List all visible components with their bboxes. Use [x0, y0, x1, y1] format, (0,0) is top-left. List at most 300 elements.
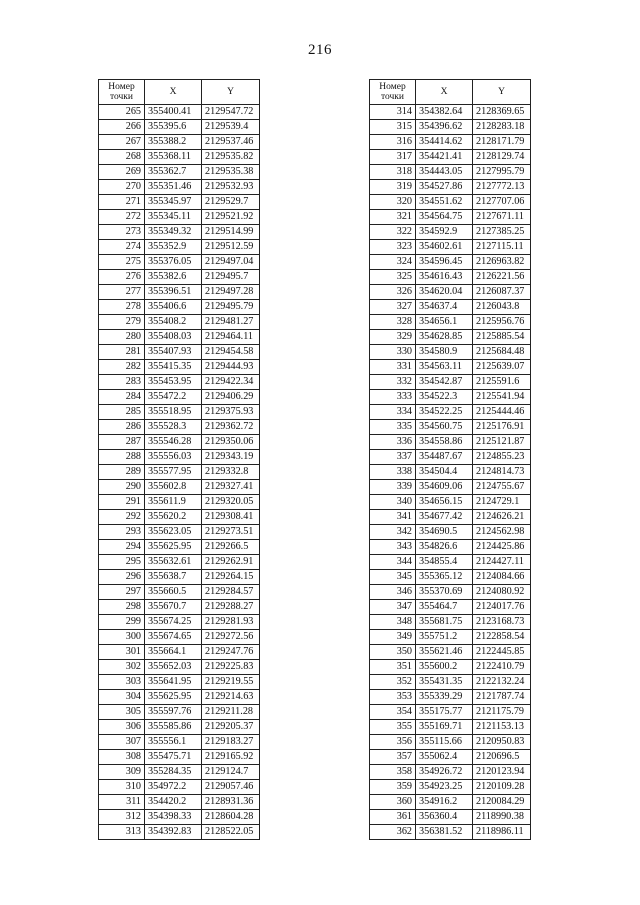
- y-coordinate-cell: 2129211.28: [202, 705, 260, 720]
- point-number-cell: 269: [99, 165, 145, 180]
- y-coordinate-cell: 2125176.91: [473, 420, 531, 435]
- table-row: [99, 180, 260, 195]
- x-coordinate-cell: 355362.7: [145, 165, 202, 180]
- table-row: [370, 195, 531, 210]
- table-body-right: [370, 105, 531, 840]
- point-number-cell: 299: [99, 615, 145, 630]
- y-coordinate-cell: 2127671.11: [473, 210, 531, 225]
- point-number-cell: 343: [370, 540, 416, 555]
- point-number-cell: 324: [370, 255, 416, 270]
- table-row: [370, 255, 531, 270]
- x-coordinate-cell: 354637.4: [416, 300, 473, 315]
- table-row: [99, 570, 260, 585]
- x-coordinate-cell: 355621.46: [416, 645, 473, 660]
- point-number-cell: 358: [370, 765, 416, 780]
- y-coordinate-cell: 2122445.85: [473, 645, 531, 660]
- y-coordinate-cell: 2129327.41: [202, 480, 260, 495]
- point-number-cell: 266: [99, 120, 145, 135]
- point-number-cell: 330: [370, 345, 416, 360]
- table-row: [370, 240, 531, 255]
- table-row: [99, 675, 260, 690]
- y-coordinate-cell: 2128283.18: [473, 120, 531, 135]
- table-row: [370, 750, 531, 765]
- table-row: [370, 270, 531, 285]
- table-row: [370, 525, 531, 540]
- table-row: [370, 150, 531, 165]
- point-number-cell: 270: [99, 180, 145, 195]
- header-point-number: Номер точки: [370, 80, 416, 105]
- table-row: [370, 345, 531, 360]
- point-number-cell: 300: [99, 630, 145, 645]
- table-row: [99, 135, 260, 150]
- table-row: [370, 795, 531, 810]
- point-number-cell: 273: [99, 225, 145, 240]
- table-row: [370, 420, 531, 435]
- table-row: [99, 540, 260, 555]
- y-coordinate-cell: 2126087.37: [473, 285, 531, 300]
- x-coordinate-cell: 354558.86: [416, 435, 473, 450]
- point-number-cell: 290: [99, 480, 145, 495]
- table-row: [99, 315, 260, 330]
- x-coordinate-cell: 354677.42: [416, 510, 473, 525]
- x-coordinate-cell: 355169.71: [416, 720, 473, 735]
- y-coordinate-cell: 2121787.74: [473, 690, 531, 705]
- x-coordinate-cell: 354656.15: [416, 495, 473, 510]
- table-row: [370, 675, 531, 690]
- point-number-cell: 332: [370, 375, 416, 390]
- table-row: [370, 480, 531, 495]
- point-number-cell: 333: [370, 390, 416, 405]
- y-coordinate-cell: 2129454.58: [202, 345, 260, 360]
- x-coordinate-cell: 355345.11: [145, 210, 202, 225]
- x-coordinate-cell: 355625.95: [145, 540, 202, 555]
- table-row: [99, 555, 260, 570]
- y-coordinate-cell: 2129332.8: [202, 465, 260, 480]
- table-row: [99, 360, 260, 375]
- table-row: [99, 105, 260, 120]
- y-coordinate-cell: 2124427.11: [473, 555, 531, 570]
- y-coordinate-cell: 2129521.92: [202, 210, 260, 225]
- point-number-cell: 302: [99, 660, 145, 675]
- point-number-cell: 339: [370, 480, 416, 495]
- x-coordinate-cell: 355395.6: [145, 120, 202, 135]
- point-number-cell: 311: [99, 795, 145, 810]
- y-coordinate-cell: 2129529.7: [202, 195, 260, 210]
- table-row: [99, 600, 260, 615]
- table-row: [370, 645, 531, 660]
- y-coordinate-cell: 2128171.79: [473, 135, 531, 150]
- y-coordinate-cell: 2123168.73: [473, 615, 531, 630]
- x-coordinate-cell: 355611.9: [145, 495, 202, 510]
- point-number-cell: 316: [370, 135, 416, 150]
- y-coordinate-cell: 2125444.46: [473, 405, 531, 420]
- table-row: [99, 435, 260, 450]
- point-number-cell: 280: [99, 330, 145, 345]
- table-row: [99, 480, 260, 495]
- y-coordinate-cell: 2120109.28: [473, 780, 531, 795]
- table-row: [99, 735, 260, 750]
- x-coordinate-cell: 355600.2: [416, 660, 473, 675]
- table-row: [370, 165, 531, 180]
- point-number-cell: 284: [99, 390, 145, 405]
- x-coordinate-cell: 354560.75: [416, 420, 473, 435]
- table-row: [99, 405, 260, 420]
- point-number-cell: 315: [370, 120, 416, 135]
- table-row: [370, 330, 531, 345]
- y-coordinate-cell: 2125591.6: [473, 375, 531, 390]
- y-coordinate-cell: 2122858.54: [473, 630, 531, 645]
- y-coordinate-cell: 2129535.38: [202, 165, 260, 180]
- x-coordinate-cell: 354542.87: [416, 375, 473, 390]
- x-coordinate-cell: 355376.05: [145, 255, 202, 270]
- x-coordinate-cell: 355464.7: [416, 600, 473, 615]
- y-coordinate-cell: 2128369.65: [473, 105, 531, 120]
- point-number-cell: 293: [99, 525, 145, 540]
- y-coordinate-cell: 2129514.99: [202, 225, 260, 240]
- y-coordinate-cell: 2129495.79: [202, 300, 260, 315]
- y-coordinate-cell: 2129535.82: [202, 150, 260, 165]
- table-row: [370, 135, 531, 150]
- y-coordinate-cell: 2129281.93: [202, 615, 260, 630]
- x-coordinate-cell: 355339.29: [416, 690, 473, 705]
- y-coordinate-cell: 2120084.29: [473, 795, 531, 810]
- table-row: [370, 780, 531, 795]
- table-row: [99, 690, 260, 705]
- table-row: [370, 585, 531, 600]
- x-coordinate-cell: 355518.95: [145, 405, 202, 420]
- y-coordinate-cell: 2121175.79: [473, 705, 531, 720]
- point-number-cell: 287: [99, 435, 145, 450]
- point-number-cell: 283: [99, 375, 145, 390]
- y-coordinate-cell: 2125956.76: [473, 315, 531, 330]
- y-coordinate-cell: 2125885.54: [473, 330, 531, 345]
- point-number-cell: 346: [370, 585, 416, 600]
- x-coordinate-cell: 355660.5: [145, 585, 202, 600]
- table-row: [370, 720, 531, 735]
- page-number: 216: [308, 42, 332, 58]
- y-coordinate-cell: 2129497.04: [202, 255, 260, 270]
- x-coordinate-cell: 354926.72: [416, 765, 473, 780]
- y-coordinate-cell: 2129165.92: [202, 750, 260, 765]
- point-number-cell: 334: [370, 405, 416, 420]
- y-coordinate-cell: 2118986.11: [473, 825, 531, 840]
- point-number-cell: 338: [370, 465, 416, 480]
- x-coordinate-cell: 355556.03: [145, 450, 202, 465]
- point-number-cell: 279: [99, 315, 145, 330]
- x-coordinate-cell: 355681.75: [416, 615, 473, 630]
- point-number-cell: 347: [370, 600, 416, 615]
- table-row: [99, 165, 260, 180]
- y-coordinate-cell: 2129308.41: [202, 510, 260, 525]
- point-number-cell: 322: [370, 225, 416, 240]
- x-coordinate-cell: 354522.25: [416, 405, 473, 420]
- x-coordinate-cell: 354420.2: [145, 795, 202, 810]
- x-coordinate-cell: 355115.66: [416, 735, 473, 750]
- table-row: [99, 465, 260, 480]
- point-number-cell: 278: [99, 300, 145, 315]
- point-number-cell: 265: [99, 105, 145, 120]
- y-coordinate-cell: 2129464.11: [202, 330, 260, 345]
- point-number-cell: 344: [370, 555, 416, 570]
- y-coordinate-cell: 2127707.06: [473, 195, 531, 210]
- x-coordinate-cell: 355349.32: [145, 225, 202, 240]
- y-coordinate-cell: 2124814.73: [473, 465, 531, 480]
- point-number-cell: 271: [99, 195, 145, 210]
- point-number-cell: 355: [370, 720, 416, 735]
- table-row: [370, 540, 531, 555]
- table-row: [370, 630, 531, 645]
- y-coordinate-cell: 2120950.83: [473, 735, 531, 750]
- point-number-cell: 362: [370, 825, 416, 840]
- x-coordinate-cell: 354396.62: [416, 120, 473, 135]
- x-coordinate-cell: 354527.86: [416, 180, 473, 195]
- y-coordinate-cell: 2129205.37: [202, 720, 260, 735]
- x-coordinate-cell: 355352.9: [145, 240, 202, 255]
- x-coordinate-cell: 354551.62: [416, 195, 473, 210]
- y-coordinate-cell: 2129375.93: [202, 405, 260, 420]
- table-row: [370, 600, 531, 615]
- x-coordinate-cell: 354616.43: [416, 270, 473, 285]
- x-coordinate-cell: 355528.3: [145, 420, 202, 435]
- point-number-cell: 314: [370, 105, 416, 120]
- x-coordinate-cell: 354592.9: [416, 225, 473, 240]
- point-number-cell: 292: [99, 510, 145, 525]
- x-coordinate-cell: 355408.2: [145, 315, 202, 330]
- table-row: [370, 375, 531, 390]
- x-coordinate-cell: 355597.76: [145, 705, 202, 720]
- point-number-cell: 319: [370, 180, 416, 195]
- point-number-cell: 267: [99, 135, 145, 150]
- header-point-number: Номер точки: [99, 80, 145, 105]
- table-row: [99, 585, 260, 600]
- point-number-cell: 282: [99, 360, 145, 375]
- y-coordinate-cell: 2125684.48: [473, 345, 531, 360]
- table-row: [99, 660, 260, 675]
- table-row: [99, 510, 260, 525]
- x-coordinate-cell: 354596.45: [416, 255, 473, 270]
- point-number-cell: 340: [370, 495, 416, 510]
- y-coordinate-cell: 2128604.28: [202, 810, 260, 825]
- y-coordinate-cell: 2124626.21: [473, 510, 531, 525]
- y-coordinate-cell: 2124017.76: [473, 600, 531, 615]
- table-row: [370, 315, 531, 330]
- x-coordinate-cell: 354972.2: [145, 780, 202, 795]
- x-coordinate-cell: 354564.75: [416, 210, 473, 225]
- point-number-cell: 286: [99, 420, 145, 435]
- table-row: [370, 405, 531, 420]
- point-number-cell: 320: [370, 195, 416, 210]
- table-row: [99, 720, 260, 735]
- point-number-cell: 350: [370, 645, 416, 660]
- point-number-cell: 303: [99, 675, 145, 690]
- y-coordinate-cell: 2129362.72: [202, 420, 260, 435]
- x-coordinate-cell: 354855.4: [416, 555, 473, 570]
- table-row: [99, 780, 260, 795]
- y-coordinate-cell: 2129264.15: [202, 570, 260, 585]
- point-number-cell: 351: [370, 660, 416, 675]
- table-row: [370, 495, 531, 510]
- y-coordinate-cell: 2127772.13: [473, 180, 531, 195]
- x-coordinate-cell: 354620.04: [416, 285, 473, 300]
- point-number-cell: 318: [370, 165, 416, 180]
- point-number-cell: 321: [370, 210, 416, 225]
- x-coordinate-cell: 354656.1: [416, 315, 473, 330]
- point-number-cell: 325: [370, 270, 416, 285]
- x-coordinate-cell: 354580.9: [416, 345, 473, 360]
- y-coordinate-cell: 2129406.29: [202, 390, 260, 405]
- point-number-cell: 294: [99, 540, 145, 555]
- y-coordinate-cell: 2129495.7: [202, 270, 260, 285]
- x-coordinate-cell: 354690.5: [416, 525, 473, 540]
- y-coordinate-cell: 2129219.55: [202, 675, 260, 690]
- point-number-cell: 288: [99, 450, 145, 465]
- point-number-cell: 356: [370, 735, 416, 750]
- x-coordinate-cell: 355641.95: [145, 675, 202, 690]
- header-x: X: [145, 80, 202, 105]
- x-coordinate-cell: 355351.46: [145, 180, 202, 195]
- table-row: [99, 375, 260, 390]
- point-number-cell: 307: [99, 735, 145, 750]
- point-number-cell: 276: [99, 270, 145, 285]
- x-coordinate-cell: 355638.7: [145, 570, 202, 585]
- y-coordinate-cell: 2126043.8: [473, 300, 531, 315]
- y-coordinate-cell: 2124084.66: [473, 570, 531, 585]
- table-row: [370, 465, 531, 480]
- table-row: [99, 495, 260, 510]
- y-coordinate-cell: 2125541.94: [473, 390, 531, 405]
- y-coordinate-cell: 2122410.79: [473, 660, 531, 675]
- point-number-cell: 336: [370, 435, 416, 450]
- point-number-cell: 329: [370, 330, 416, 345]
- x-coordinate-cell: 354392.83: [145, 825, 202, 840]
- table-row: [99, 270, 260, 285]
- point-number-cell: 289: [99, 465, 145, 480]
- table-row: [99, 615, 260, 630]
- x-coordinate-cell: 355664.1: [145, 645, 202, 660]
- table-row: [99, 825, 260, 840]
- y-coordinate-cell: 2129444.93: [202, 360, 260, 375]
- point-number-cell: 359: [370, 780, 416, 795]
- table-row: [99, 795, 260, 810]
- x-coordinate-cell: 355408.03: [145, 330, 202, 345]
- x-coordinate-cell: 354923.25: [416, 780, 473, 795]
- point-number-cell: 348: [370, 615, 416, 630]
- x-coordinate-cell: 355556.1: [145, 735, 202, 750]
- point-number-cell: 328: [370, 315, 416, 330]
- table-header-row: [370, 80, 531, 105]
- x-coordinate-cell: 355365.12: [416, 570, 473, 585]
- y-coordinate-cell: 2124755.67: [473, 480, 531, 495]
- y-coordinate-cell: 2125121.87: [473, 435, 531, 450]
- y-coordinate-cell: 2129422.34: [202, 375, 260, 390]
- x-coordinate-cell: 354916.2: [416, 795, 473, 810]
- header-y: Y: [202, 80, 260, 105]
- table-row: [99, 300, 260, 315]
- x-coordinate-cell: 355407.93: [145, 345, 202, 360]
- y-coordinate-cell: 2124425.86: [473, 540, 531, 555]
- point-number-cell: 361: [370, 810, 416, 825]
- table-row: [99, 630, 260, 645]
- point-number-cell: 275: [99, 255, 145, 270]
- y-coordinate-cell: 2129225.83: [202, 660, 260, 675]
- x-coordinate-cell: 355453.95: [145, 375, 202, 390]
- table-row: [99, 810, 260, 825]
- table-row: [370, 360, 531, 375]
- point-number-cell: 301: [99, 645, 145, 660]
- y-coordinate-cell: 2129262.91: [202, 555, 260, 570]
- table-row: [370, 225, 531, 240]
- y-coordinate-cell: 2129320.05: [202, 495, 260, 510]
- x-coordinate-cell: 355674.25: [145, 615, 202, 630]
- y-coordinate-cell: 2129288.27: [202, 600, 260, 615]
- x-coordinate-cell: 354487.67: [416, 450, 473, 465]
- point-number-cell: 331: [370, 360, 416, 375]
- table-row: [370, 660, 531, 675]
- x-coordinate-cell: 354602.61: [416, 240, 473, 255]
- y-coordinate-cell: 2120123.94: [473, 765, 531, 780]
- point-number-cell: 295: [99, 555, 145, 570]
- table-row: [99, 195, 260, 210]
- point-number-cell: 310: [99, 780, 145, 795]
- x-coordinate-cell: 355368.11: [145, 150, 202, 165]
- coordinates-table-right: [369, 79, 531, 840]
- table-row: [99, 450, 260, 465]
- table-row: [370, 300, 531, 315]
- x-coordinate-cell: 355370.69: [416, 585, 473, 600]
- point-number-cell: 327: [370, 300, 416, 315]
- table-row: [99, 255, 260, 270]
- y-coordinate-cell: 2129350.06: [202, 435, 260, 450]
- x-coordinate-cell: 355472.2: [145, 390, 202, 405]
- table-body-left: [99, 105, 260, 840]
- point-number-cell: 342: [370, 525, 416, 540]
- table-row: [99, 645, 260, 660]
- point-number-cell: 360: [370, 795, 416, 810]
- table-row: [99, 765, 260, 780]
- x-coordinate-cell: 355585.86: [145, 720, 202, 735]
- table-row: [370, 210, 531, 225]
- table-row: [99, 150, 260, 165]
- point-number-cell: 337: [370, 450, 416, 465]
- point-number-cell: 357: [370, 750, 416, 765]
- y-coordinate-cell: 2122132.24: [473, 675, 531, 690]
- table-row: [370, 570, 531, 585]
- table-row: [370, 450, 531, 465]
- table-row: [370, 810, 531, 825]
- x-coordinate-cell: 355284.35: [145, 765, 202, 780]
- point-number-cell: 352: [370, 675, 416, 690]
- point-number-cell: 309: [99, 765, 145, 780]
- table-header-row: [99, 80, 260, 105]
- y-coordinate-cell: 2124080.92: [473, 585, 531, 600]
- table-row: [370, 285, 531, 300]
- point-number-cell: 335: [370, 420, 416, 435]
- table-row: [99, 285, 260, 300]
- point-number-cell: 349: [370, 630, 416, 645]
- point-number-cell: 317: [370, 150, 416, 165]
- x-coordinate-cell: 354443.05: [416, 165, 473, 180]
- y-coordinate-cell: 2129057.46: [202, 780, 260, 795]
- y-coordinate-cell: 2129539.4: [202, 120, 260, 135]
- table-row: [370, 735, 531, 750]
- table-row: [99, 225, 260, 240]
- x-coordinate-cell: 355475.71: [145, 750, 202, 765]
- x-coordinate-cell: 354628.85: [416, 330, 473, 345]
- y-coordinate-cell: 2129497.28: [202, 285, 260, 300]
- table-row: [99, 240, 260, 255]
- x-coordinate-cell: 356381.52: [416, 825, 473, 840]
- y-coordinate-cell: 2129273.51: [202, 525, 260, 540]
